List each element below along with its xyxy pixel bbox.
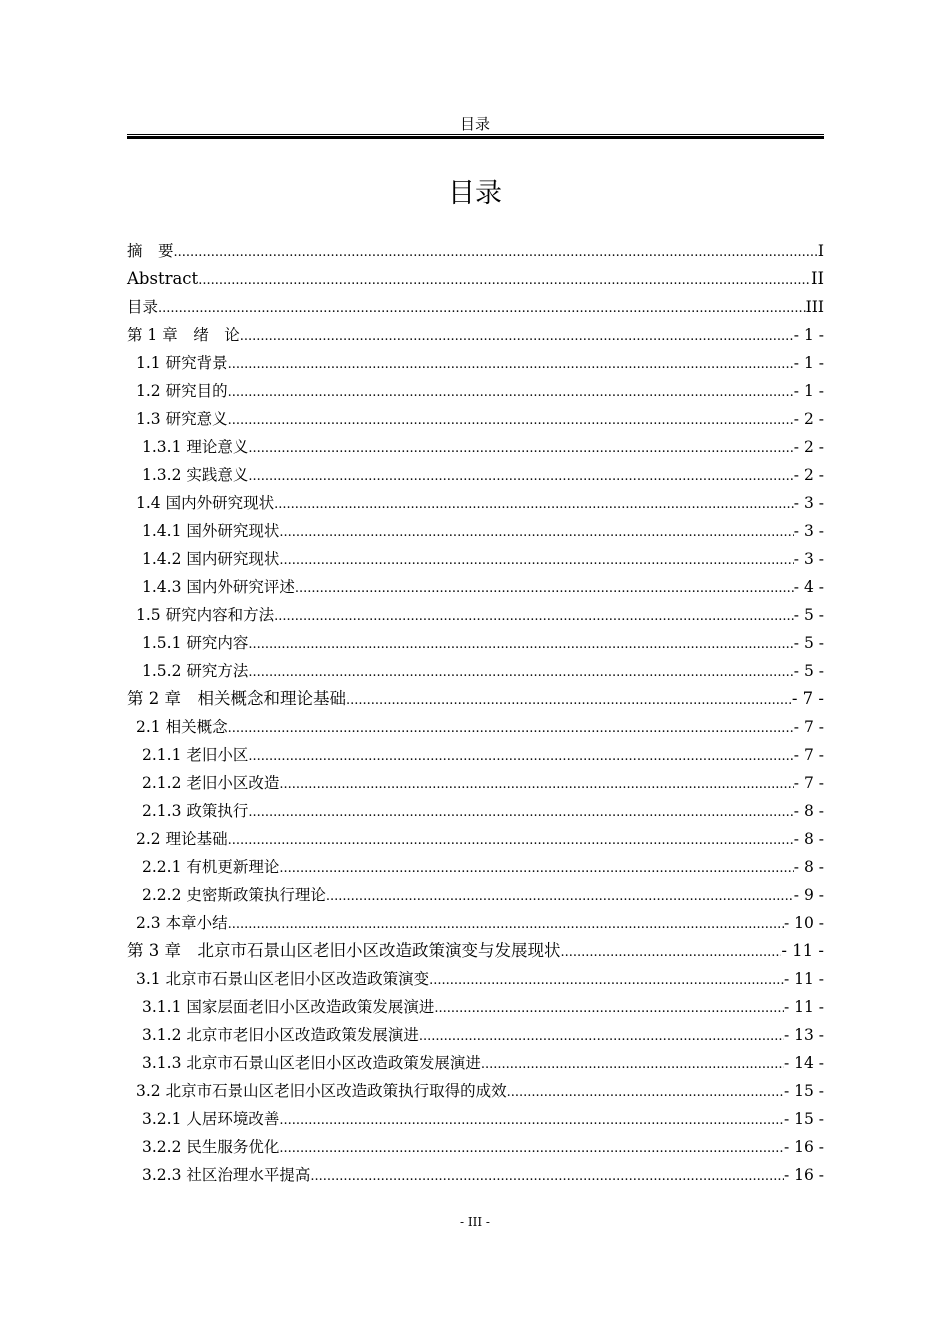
toc-entry[interactable] <box>127 741 824 769</box>
toc-entry-label: 3.1.2 北京市老旧小区改造政策发展演进 <box>142 1026 419 1044</box>
toc-entry-page: - 15 - <box>783 1082 824 1100</box>
toc-entry[interactable] <box>127 461 824 489</box>
toc-entry-page: - 5 - <box>793 606 824 624</box>
toc-entry-page: - 1 - <box>793 326 824 344</box>
toc-entry-page: - 1 - <box>793 354 824 372</box>
toc-leader-dots <box>240 321 794 349</box>
toc-entry-label: 3.1.1 国家层面老旧小区改造政策发展演进 <box>142 998 435 1016</box>
toc-entry[interactable] <box>127 489 824 517</box>
toc-entry[interactable] <box>127 1021 824 1049</box>
toc-entry-page: I <box>817 242 824 260</box>
toc-leader-dots <box>279 769 793 797</box>
toc-leader-dots <box>429 965 784 993</box>
toc-leader-dots <box>279 853 793 881</box>
toc-entry[interactable] <box>127 517 824 545</box>
toc-entry-label: 1.4 国内外研究现状 <box>136 494 275 512</box>
toc-entry-page: - 2 - <box>793 410 824 428</box>
toc-entry-label: 1.3.2 实践意义 <box>142 466 249 484</box>
toc-entry[interactable] <box>127 937 824 965</box>
toc-leader-dots <box>248 461 793 489</box>
toc-entry-page: - 7 - <box>793 774 824 792</box>
toc-entry[interactable] <box>127 1049 824 1077</box>
toc-entry-label: 1.3.1 理论意义 <box>142 438 249 456</box>
toc-leader-dots <box>274 489 794 517</box>
toc-entry-page: - 8 - <box>793 858 824 876</box>
toc-leader-dots <box>274 601 794 629</box>
toc-entry[interactable] <box>127 685 824 713</box>
toc-entry-label: 3.1 北京市石景山区老旧小区改造政策演变 <box>136 970 430 988</box>
toc-entry[interactable] <box>127 1077 824 1105</box>
toc-entry-label: 3.1.3 北京市石景山区老旧小区改造政策发展演进 <box>142 1054 481 1072</box>
toc-entry-page: - 8 - <box>793 830 824 848</box>
toc-entry-label: 1.5.2 研究方法 <box>142 662 249 680</box>
toc-entry-page: - 3 - <box>793 494 824 512</box>
toc-entry-page: II <box>810 269 824 288</box>
toc-leader-dots <box>279 545 793 573</box>
toc-entry-page: - 7 - <box>793 746 824 764</box>
toc-entry-label: 1.4.2 国内研究现状 <box>142 550 280 568</box>
toc-entry-page: - 11 - <box>783 970 824 988</box>
toc-leader-dots <box>228 825 794 853</box>
toc-entry-label: 2.2 理论基础 <box>136 830 228 848</box>
toc-leader-dots <box>279 1105 784 1133</box>
toc-entry[interactable] <box>127 1133 824 1161</box>
toc-entry-label: 3.2 北京市石景山区老旧小区改造政策执行取得的成效 <box>136 1082 507 1100</box>
toc-entry-label: 第 3 章 北京市石景山区老旧小区改造政策演变与发展现状 <box>127 941 561 960</box>
page-number: - III - <box>460 1215 490 1229</box>
toc-entry[interactable] <box>127 965 824 993</box>
toc-leader-dots <box>248 657 793 685</box>
toc-leader-dots <box>346 685 792 713</box>
toc-entry[interactable] <box>127 853 824 881</box>
toc-entry[interactable] <box>127 657 824 685</box>
toc-leader-dots <box>279 517 793 545</box>
toc-entry-page: - 10 - <box>783 914 824 932</box>
toc-leader-dots <box>310 1161 784 1189</box>
toc-leader-dots <box>248 797 793 825</box>
toc-entry[interactable] <box>127 909 824 937</box>
toc-leader-dots <box>248 741 793 769</box>
header-rule-thick <box>127 136 824 139</box>
toc-leader-dots <box>228 909 784 937</box>
toc-leader-dots <box>158 293 806 321</box>
toc-entry[interactable] <box>127 265 824 293</box>
toc-entry-label: 1.4.1 国外研究现状 <box>142 522 280 540</box>
header-rule-thin <box>127 134 824 135</box>
toc-leader-dots <box>279 1133 784 1161</box>
toc-entry-page: - 16 - <box>783 1166 824 1184</box>
toc-entry-page: - 11 - <box>781 941 824 960</box>
toc-entry-page: - 8 - <box>793 802 824 820</box>
toc-entry-page: III <box>805 298 824 316</box>
toc-entry[interactable] <box>127 237 824 265</box>
toc-entry-label: 摘 要 <box>127 242 174 260</box>
toc-entry[interactable] <box>127 797 824 825</box>
toc-entry[interactable] <box>127 629 824 657</box>
toc-entry-label: 2.3 本章小结 <box>136 914 228 932</box>
toc-entry-label: 2.2.1 有机更新理论 <box>142 858 280 876</box>
toc-entry-page: - 5 - <box>793 634 824 652</box>
toc-leader-dots <box>507 1077 784 1105</box>
toc-entry[interactable] <box>127 601 824 629</box>
toc-entry-label: 3.2.1 人居环境改善 <box>142 1110 280 1128</box>
toc-entry-page: - 3 - <box>793 550 824 568</box>
toc-entry-label: 1.5.1 研究内容 <box>142 634 249 652</box>
toc-entry[interactable] <box>127 881 824 909</box>
toc-entry-label: 3.2.2 民生服务优化 <box>142 1138 280 1156</box>
toc-entry-page: - 14 - <box>783 1054 824 1072</box>
toc-entry-page: - 2 - <box>793 438 824 456</box>
running-header: 目录 <box>459 115 490 133</box>
toc-leader-dots <box>228 713 794 741</box>
toc-entry-label: 第 2 章 相关概念和理论基础 <box>127 689 346 708</box>
toc-entry[interactable] <box>127 573 824 601</box>
toc-leader-dots <box>174 237 818 265</box>
toc-entry-page: - 2 - <box>793 466 824 484</box>
toc-leader-dots <box>326 881 794 909</box>
page-title: 目录 <box>448 178 502 209</box>
toc-leader-dots <box>198 265 811 293</box>
toc-leader-dots <box>248 629 793 657</box>
toc-entry[interactable] <box>127 1161 824 1189</box>
toc-leader-dots <box>228 405 794 433</box>
toc-entry-label: 2.1 相关概念 <box>136 718 228 736</box>
toc-entry-label: 2.1.2 老旧小区改造 <box>142 774 280 792</box>
toc-entry[interactable] <box>127 321 824 349</box>
toc-entry-label: 2.1.1 老旧小区 <box>142 746 249 764</box>
toc-leader-dots <box>434 993 784 1021</box>
toc-entry-label: 1.2 研究目的 <box>136 382 228 400</box>
toc-entry-label: 2.1.3 政策执行 <box>142 802 249 820</box>
toc-entry-page: - 11 - <box>783 998 824 1016</box>
toc-leader-dots <box>295 573 794 601</box>
toc-entry-page: - 7 - <box>793 718 824 736</box>
toc-leader-dots <box>561 937 782 965</box>
toc-entry-label: 第 1 章 绪 论 <box>127 326 240 344</box>
toc-entry-page: - 13 - <box>783 1026 824 1044</box>
toc-entry[interactable] <box>127 713 824 741</box>
toc-entry[interactable] <box>127 545 824 573</box>
toc-entry[interactable] <box>127 293 824 321</box>
toc-entry-page: - 5 - <box>793 662 824 680</box>
toc-entry-label: 1.1 研究背景 <box>136 354 228 372</box>
toc-entry-label: 1.4.3 国内外研究评述 <box>142 578 295 596</box>
toc-entry-page: - 16 - <box>783 1138 824 1156</box>
toc-entry[interactable] <box>127 349 824 377</box>
toc-leader-dots <box>481 1049 784 1077</box>
toc-leader-dots <box>228 377 794 405</box>
toc-entry[interactable] <box>127 433 824 461</box>
toc-entry-label: 1.3 研究意义 <box>136 410 228 428</box>
toc-leader-dots <box>419 1021 784 1049</box>
toc-entry[interactable] <box>127 993 824 1021</box>
toc-entry[interactable] <box>127 1105 824 1133</box>
table-of-contents <box>127 237 824 1189</box>
toc-entry-page: - 9 - <box>793 886 824 904</box>
toc-entry[interactable] <box>127 405 824 433</box>
toc-leader-dots <box>248 433 793 461</box>
toc-entry-page: - 7 - <box>791 689 824 708</box>
toc-entry-label: Abstract <box>127 269 199 288</box>
toc-entry-page: - 4 - <box>793 578 824 596</box>
toc-entry-label: 1.5 研究内容和方法 <box>136 606 275 624</box>
toc-entry-label: 3.2.3 社区治理水平提高 <box>142 1166 311 1184</box>
toc-entry-page: - 3 - <box>793 522 824 540</box>
toc-entry[interactable] <box>127 825 824 853</box>
toc-entry[interactable] <box>127 377 824 405</box>
toc-entry-label: 2.2.2 史密斯政策执行理论 <box>142 886 326 904</box>
toc-entry-page: - 15 - <box>783 1110 824 1128</box>
toc-entry-page: - 1 - <box>793 382 824 400</box>
toc-leader-dots <box>228 349 794 377</box>
toc-entry-label: 目录 <box>127 298 159 316</box>
toc-entry[interactable] <box>127 769 824 797</box>
